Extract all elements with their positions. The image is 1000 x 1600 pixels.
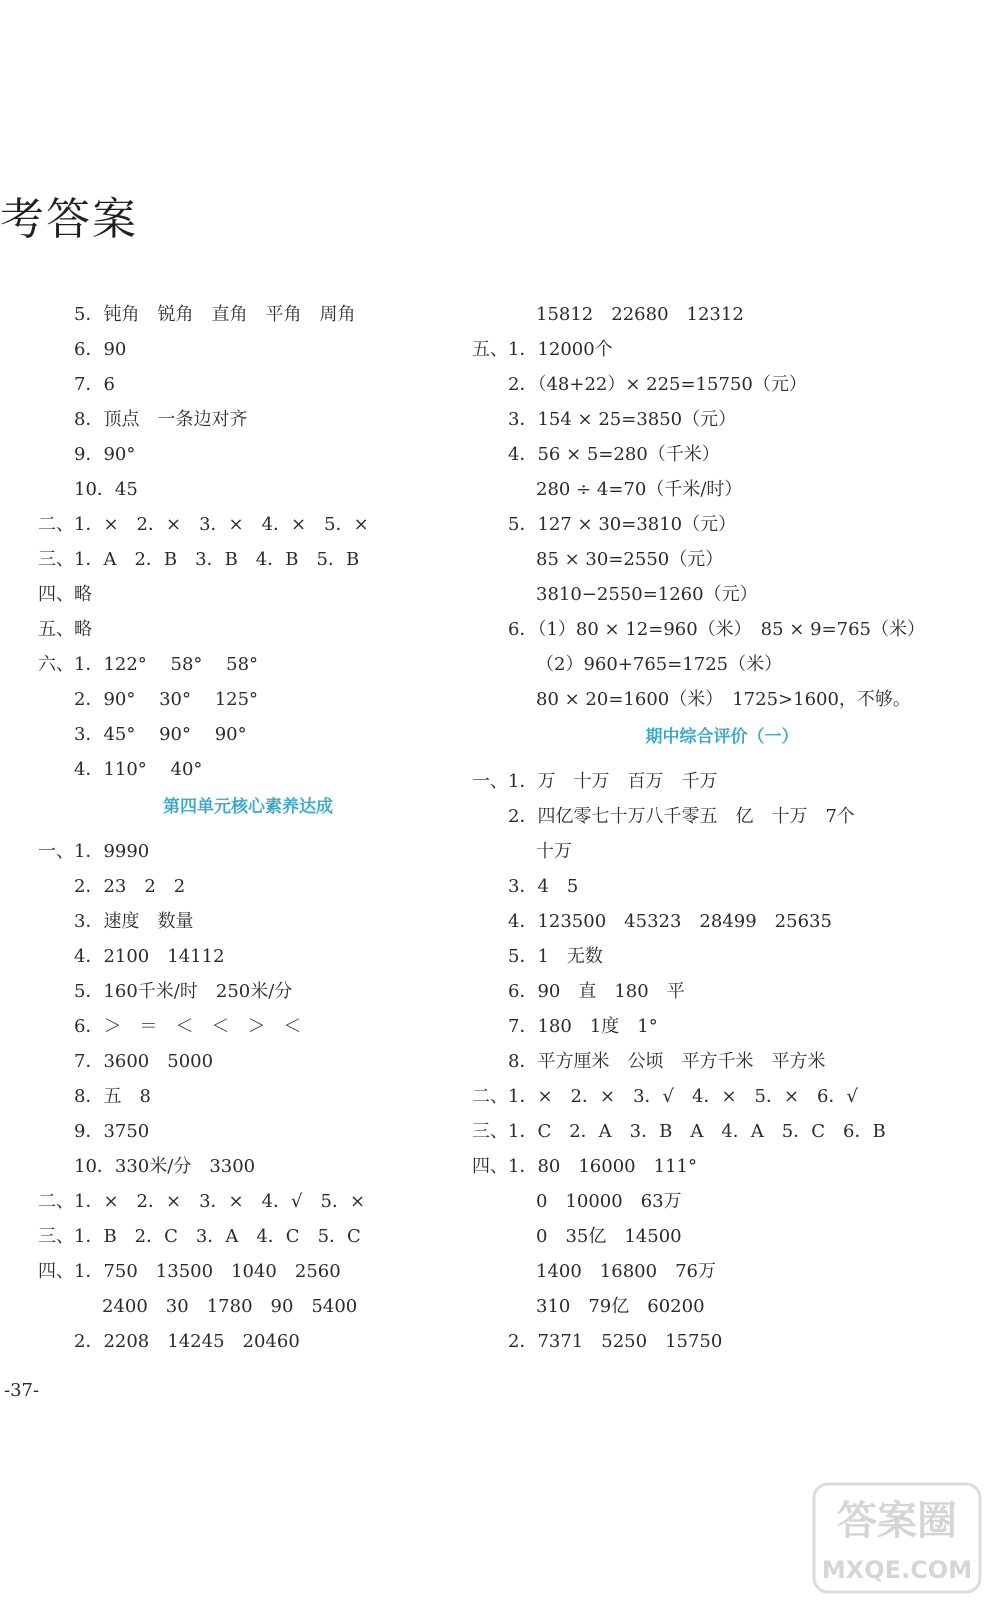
answer-line: 1400 16800 76万	[536, 1261, 716, 1282]
answer-line: 5．160千米/时 250米/分	[74, 981, 293, 1002]
page-number: -37-	[4, 1380, 40, 1401]
answer-line: 15812 22680 12312	[536, 304, 744, 325]
answer-line: 9．3750	[74, 1121, 150, 1142]
section-heading: 期中综合评价（一）	[645, 727, 799, 747]
answer-line: 7．6	[74, 374, 115, 395]
answer-line: 8．五 8	[74, 1086, 151, 1107]
answer-line: 3．154 × 25=3850（元）	[508, 409, 737, 430]
answer-line: 2．（48+22）× 225=15750（元）	[508, 374, 807, 395]
answer-line: 2．90° 30° 125°	[74, 689, 259, 710]
answer-line: 2．2208 14245 20460	[74, 1331, 300, 1352]
watermark-logo	[812, 1482, 982, 1594]
answer-line: 7．3600 5000	[74, 1051, 214, 1072]
answer-line: 三、1．B 2．C 3．A 4．C 5．C	[38, 1226, 361, 1247]
answer-line: 一、1．万 十万 百万 千万	[472, 771, 718, 792]
answer-line: 五、略	[38, 619, 92, 640]
answer-line: 二、1．× 2．× 3．× 4．√ 5．×	[38, 1191, 366, 1212]
answer-line: （2）960+765=1725（米）	[536, 654, 783, 675]
right-answer-column	[472, 297, 972, 1359]
answer-line: 280 ÷ 4=70（千米/时）	[536, 479, 743, 500]
answer-line: 10．45	[74, 479, 138, 500]
answer-line: 6．（1）80 × 12=960（米） 85 × 9=765（米）	[508, 619, 925, 640]
answer-line: 85 × 30=2550（元）	[536, 549, 724, 570]
answer-line: 0 10000 63万	[536, 1191, 682, 1212]
answer-line: 310 79亿 60200	[536, 1296, 705, 1317]
answer-line: 10．330米/分 3300	[74, 1156, 256, 1177]
answer-line: 3．45° 90° 90°	[74, 724, 247, 745]
section-heading: 第四单元核心素养达成	[163, 797, 333, 817]
answer-line: 0 35亿 14500	[536, 1226, 682, 1247]
answer-line: 3．4 5	[508, 876, 579, 897]
answer-line: 2400 30 1780 90 5400	[102, 1296, 358, 1317]
answer-line: 2．四亿零七十万八千零五 亿 十万 7个	[508, 806, 855, 827]
answer-line: 2．23 2 2	[74, 876, 186, 897]
answer-line: 六、1．122° 58° 58°	[38, 654, 259, 675]
answer-line: 十万	[536, 841, 572, 862]
answer-line: 四、略	[38, 584, 92, 605]
answer-line: 7．180 1度 1°	[508, 1016, 658, 1037]
answer-line: 3810−2550=1260（元）	[536, 584, 758, 605]
answer-line: 四、1．750 13500 1040 2560	[38, 1261, 341, 1282]
answer-line: 三、1．C 2．A 3．B A 4．A 5．C 6．B	[472, 1121, 886, 1142]
answer-line: 4．56 × 5=280（千米）	[508, 444, 720, 465]
answer-line: 二、1．× 2．× 3．× 4．× 5．×	[38, 514, 369, 535]
answer-line: 4．123500 45323 28499 25635	[508, 911, 832, 932]
answer-line: 3．速度 数量	[74, 911, 194, 932]
watermark-bottom-text: MXQE.COM	[821, 1556, 973, 1584]
left-answer-column	[38, 297, 458, 1359]
answer-line: 2．7371 5250 15750	[508, 1331, 723, 1352]
answer-line: 4．110° 40°	[74, 759, 203, 780]
watermark-top-text: 答案圈	[837, 1498, 957, 1544]
answer-line: 6．＞ ＝ ＜ ＜ ＞ ＜	[74, 1016, 302, 1037]
answer-line: 80 × 20=1600（米） 1725>1600，不够。	[536, 689, 911, 710]
answer-line: 6．90	[74, 339, 127, 360]
answer-line: 6．90 直 180 平	[508, 981, 685, 1002]
answer-line: 5．1 无数	[508, 946, 603, 967]
answer-line: 4．2100 14112	[74, 946, 225, 967]
answer-line: 8．平方厘米 公顷 平方千米 平方米	[508, 1051, 826, 1072]
answer-line: 8．顶点 一条边对齐	[74, 409, 248, 430]
answer-line: 5．钝角 锐角 直角 平角 周角	[74, 304, 356, 325]
answer-line: 一、1．9990	[38, 841, 150, 862]
page-title: 考答案	[0, 194, 138, 245]
answer-line: 5．127 × 30=3810（元）	[508, 514, 737, 535]
answer-line: 三、1．A 2．B 3．B 4．B 5．B	[38, 549, 360, 570]
answer-line: 五、1．12000个	[472, 339, 613, 360]
answer-line: 四、1．80 16000 111°	[472, 1156, 697, 1177]
answer-line: 9．90°	[74, 444, 136, 465]
answer-line: 二、1．× 2．× 3．√ 4．× 5．× 6．√	[472, 1086, 858, 1107]
